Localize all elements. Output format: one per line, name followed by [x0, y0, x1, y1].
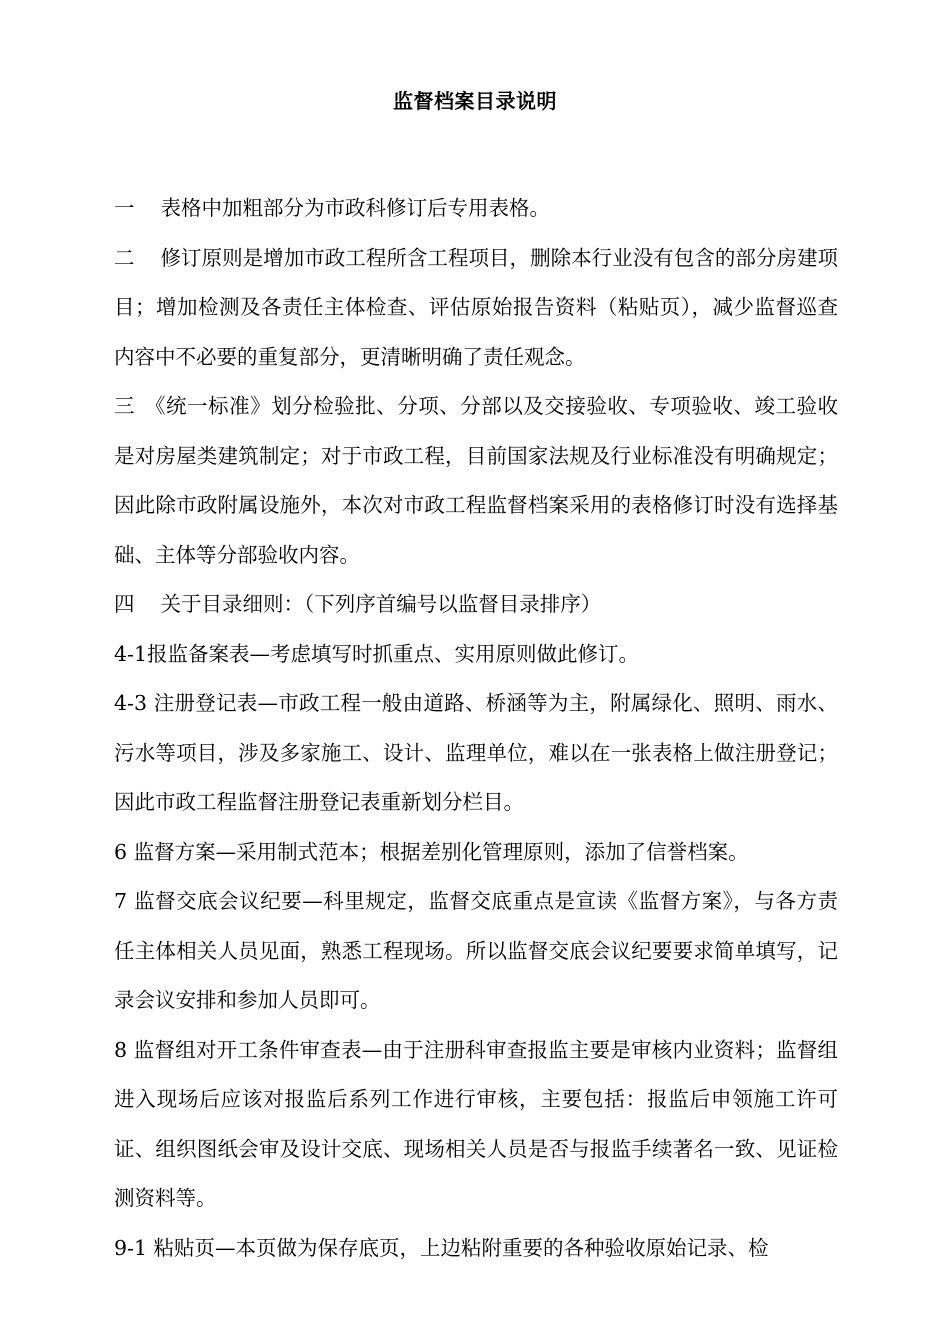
- paragraph-number: 4-3: [114, 691, 148, 715]
- paragraph-9-1: [114, 1224, 838, 1274]
- paragraph-7: [114, 877, 838, 1026]
- paragraph-number: 三: [114, 394, 135, 418]
- paragraph-8: [114, 1026, 838, 1224]
- paragraph-4-1: [114, 630, 838, 680]
- paragraph-1: [114, 184, 838, 234]
- paragraph-3: [114, 382, 838, 580]
- paragraph-number: 9-1: [114, 1235, 148, 1260]
- paragraph-4: [114, 580, 838, 630]
- paragraph-text: 注册登记表—市政工程一般由道路、桥涵等为主，附属绿化、照明、雨水、污水等项目，涉及多家施工、设计、监理单位，难以在一张表格上做注册登记；因此市政工程监督注册登记表重新划分栏目。: [114, 691, 838, 814]
- paragraph-number: 7: [114, 889, 128, 913]
- paragraph-4-3: [114, 679, 838, 828]
- paragraph-text: 监督交底会议纪要—科里规定，监督交底重点是宣读《监督方案》，与各方责任主体相关人员见面，熟悉工程现场。所以监督交底会议纪要要求简单填写，记录会议安排和参加人员即可。: [114, 889, 838, 1012]
- paragraph-text: 《统一标准》划分检验批、分项、分部以及交接验收、专项验收、竣工验收是对房屋类建筑制定；对于市政工程，目前国家法规及行业标准没有明确规定；因此除市政附属设施外，本次对市政工程监督档案采用的表格修订时没有选择基础、主体等分部验收内容。: [114, 394, 838, 567]
- paragraph-text: 关于目录细则：（下列序首编号以监督目录排序）: [160, 592, 602, 616]
- paragraph-6: [114, 828, 838, 878]
- paragraph-text: 报监备案表—考虑填写时抓重点、实用原则做此修订。: [147, 641, 640, 666]
- paragraph-number: 8: [114, 1037, 128, 1062]
- paragraph-2: [114, 234, 838, 383]
- paragraph-text: 修订原则是增加市政工程所含工程项目，删除本行业没有包含的部分房建项目；增加检测及各责任主体检查、评估原始报告资料（粘贴页），减少监督巡查内容中不必要的重复部分，更清晰明确了责任观念。: [114, 245, 838, 369]
- paragraph-number: 4-1: [114, 641, 148, 666]
- paragraph-text: 粘贴页—本页做为保存底页，上边粘附重要的各种验收原始记录、检: [153, 1235, 769, 1260]
- paragraph-text: 表格中加粗部分为市政科修订后专用表格。: [160, 196, 550, 220]
- paragraph-number: 四: [114, 592, 135, 616]
- document-body: [114, 184, 838, 1273]
- document-title: 监督档案目录说明: [393, 89, 557, 113]
- paragraph-number: 一: [114, 196, 135, 220]
- paragraph-number: 6: [114, 839, 128, 864]
- paragraph-text: 监督方案—采用制式范本；根据差别化管理原则，添加了信誉档案。: [133, 839, 749, 864]
- paragraph-text: 监督组对开工条件审查表—由于注册科审查报监主要是审核内业资料；监督组进入现场后应该对报监后系列工作进行审核，主要包括：报监后申领施工许可证、组织图纸会审及设计交底、现场相关人员是否与报监手续著名一致、见证检测资料等。: [114, 1037, 838, 1210]
- paragraph-number: 二: [114, 245, 135, 270]
